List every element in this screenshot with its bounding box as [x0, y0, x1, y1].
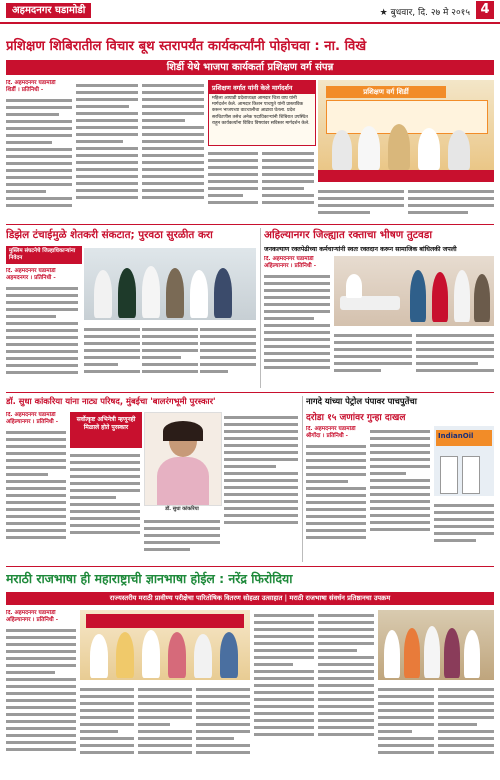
story1-headline: प्रशिक्षण शिबिरातील विचार बूथ स्तरापर्यंत कार्यकर्त्यांनी पोहोचवा : ना. विखे — [6, 39, 367, 54]
divider-3 — [6, 566, 494, 567]
story5-dateline: श्रीगोंदा । प्रतिनिधी - — [306, 433, 348, 440]
issue-date: ★ बुधवार, दि. २७ मे २०१५ — [379, 8, 470, 18]
story6-photo-left — [80, 610, 250, 680]
story2-text-col4 — [200, 324, 256, 388]
story4-byline: दि. अहमदनगर घडामोडी — [6, 412, 56, 418]
story1-text-col1 — [6, 80, 72, 220]
story2-text-col1 — [6, 268, 78, 388]
story4-portrait — [144, 412, 222, 506]
story6-dateline: अहिल्यानगर । प्रतिनिधी - — [6, 617, 59, 624]
story4-dateline: अहिल्यानगर । प्रतिनिधी - — [6, 419, 59, 426]
story5-photo — [434, 426, 494, 496]
story6-text-col3 — [138, 684, 192, 774]
story1-text-col7 — [408, 186, 494, 220]
story2-text-col2 — [84, 324, 140, 388]
story3-subhead: जनकल्याण रक्तपेढीच्या कर्मचाऱ्यांनी स्वतः रक्तदान करून सामाजिक बांधिलकी जपली — [264, 246, 457, 253]
story6-photo-right — [378, 610, 494, 680]
story6-headline: मराठी राजभाषा ही महाराष्ट्राची ज्ञानभाषा होईल : नरेंद्र फिरोदिया — [6, 571, 293, 586]
story1-text-col5 — [262, 148, 314, 220]
story5-text-col1 — [306, 426, 366, 562]
paper-name: अहमदनगर घडामोडी — [6, 3, 91, 18]
story3-text-col3 — [416, 330, 494, 388]
story6-text-col6 — [318, 610, 374, 774]
story5-byline: दि. अहमदनगर घडामोडी — [306, 426, 356, 432]
story6-text-col1 — [6, 610, 76, 774]
callout-title: प्रशिक्षण वर्गात यांनी केले मार्गदर्शन — [209, 81, 315, 94]
story5-headline: नागदे यांच्या पेट्रोल पंपावर पाचपुतेंचा — [306, 396, 417, 406]
column-divider — [260, 228, 261, 388]
story4-award-box — [70, 412, 142, 448]
story2-headline: डिझेल टंचाईमुळे शेतकरी संकटात; पुरवठा सुरळीत करा — [6, 229, 213, 241]
story1-photo — [318, 80, 494, 182]
story1-text-col2 — [76, 80, 138, 220]
divider-1 — [6, 224, 494, 225]
callout-body: महिला आघाडी प्रदेशाध्यक्षा आमदार चित्रा वाघ यांनी मार्गदर्शन केले. आमदार किशन पाचपुते यांनी प्रास्ताविक करून भाजपच्या वाटचालीचा आढावा घेतला. प्रदेश सरचिटणीस तसेच अनेक पदाधिकाऱ्यांनी शिबिरात उपस्थित राहून कार्यकर्त्यांना विविध विषयांवर सविस्तर मार्गदर्शन केले. — [212, 96, 310, 126]
story2-dateline: अहमदनगर । प्रतिनिधी - — [6, 275, 56, 282]
story1-text-col4 — [208, 148, 258, 220]
story6-band: राज्यस्तरीय मराठी प्रावीण्य परीक्षेचा पारितोषिक वितरण सोहळा उत्साहात | मराठी राजभाषा संवर्धन प्रतिष्ठानचा उपक्रम — [6, 592, 494, 605]
story3-photo — [334, 256, 494, 326]
story1-text-col6 — [318, 186, 404, 220]
story2-byline: दि. अहमदनगर घडामोडी — [6, 268, 56, 274]
story3-text-col1 — [264, 256, 330, 388]
indianoil-sign: IndianOil — [438, 432, 474, 440]
story4-text-col4 — [144, 516, 220, 562]
story1-callout-box — [208, 80, 316, 146]
story3-dateline: अहिल्यानगर । प्रतिनिधी - — [264, 263, 317, 270]
story3-headline: अहिल्यानगर जिल्ह्यात रक्ताचा भीषण तुटवडा — [264, 229, 433, 241]
story4-text-col2 — [70, 450, 140, 562]
masthead — [0, 0, 500, 24]
award-box-title: सर्वोत्कृष्ट अभिनेत्री म्हणूनही मिळाले होते पुरस्कार — [76, 416, 136, 431]
story6-text-col2 — [80, 684, 134, 774]
column-divider-2 — [302, 396, 303, 562]
story3-byline: दि. अहमदनगर घडामोडी — [264, 256, 314, 262]
portrait-caption: डॉ. सुधा कांकरिया — [165, 506, 199, 512]
story6-text-col5 — [254, 610, 314, 774]
photo-banner: प्रशिक्षण वर्ग शिर्डी — [326, 86, 446, 98]
story3-text-col2 — [334, 330, 412, 388]
story5-text-col3 — [434, 500, 494, 562]
story1-byline: दि. अहमदनगर घडामोडी — [6, 80, 56, 86]
story1-dateline: शिर्डी । प्रतिनिधी - — [6, 87, 44, 94]
story6-text-col4 — [196, 684, 250, 774]
story6-text-col8 — [438, 684, 494, 774]
story6-byline: दि. अहमदनगर घडामोडी — [6, 610, 56, 616]
story4-text-col3 — [224, 412, 298, 562]
story1-subhead: शिर्डी येथे भाजपा कार्यकर्ता प्रशिक्षण वर्ग संपन्न — [6, 60, 494, 75]
story2-text-col3 — [142, 324, 198, 388]
story4-headline: डॉ. सुधा कांकरिया यांना नाट्य परिषद, मुंबईचा 'बालरंगभूमी पुरस्कार' — [6, 396, 216, 406]
page-number: 4 — [476, 1, 494, 19]
story2-tag: मुस्लिम संघटनेचे जिल्हाधिकाऱ्यांना निवेदन — [6, 246, 82, 264]
story1-text-col3 — [142, 80, 204, 220]
story6-text-col7 — [378, 684, 434, 774]
story4-text-col1 — [6, 412, 66, 562]
story5-text-col2 — [370, 426, 430, 562]
divider-2 — [6, 392, 494, 393]
story2-photo — [84, 248, 256, 320]
story5-subhead: दरोडा १५ जणांवर गुन्हा दाखल — [306, 413, 406, 423]
story1-body-lines — [6, 99, 72, 207]
